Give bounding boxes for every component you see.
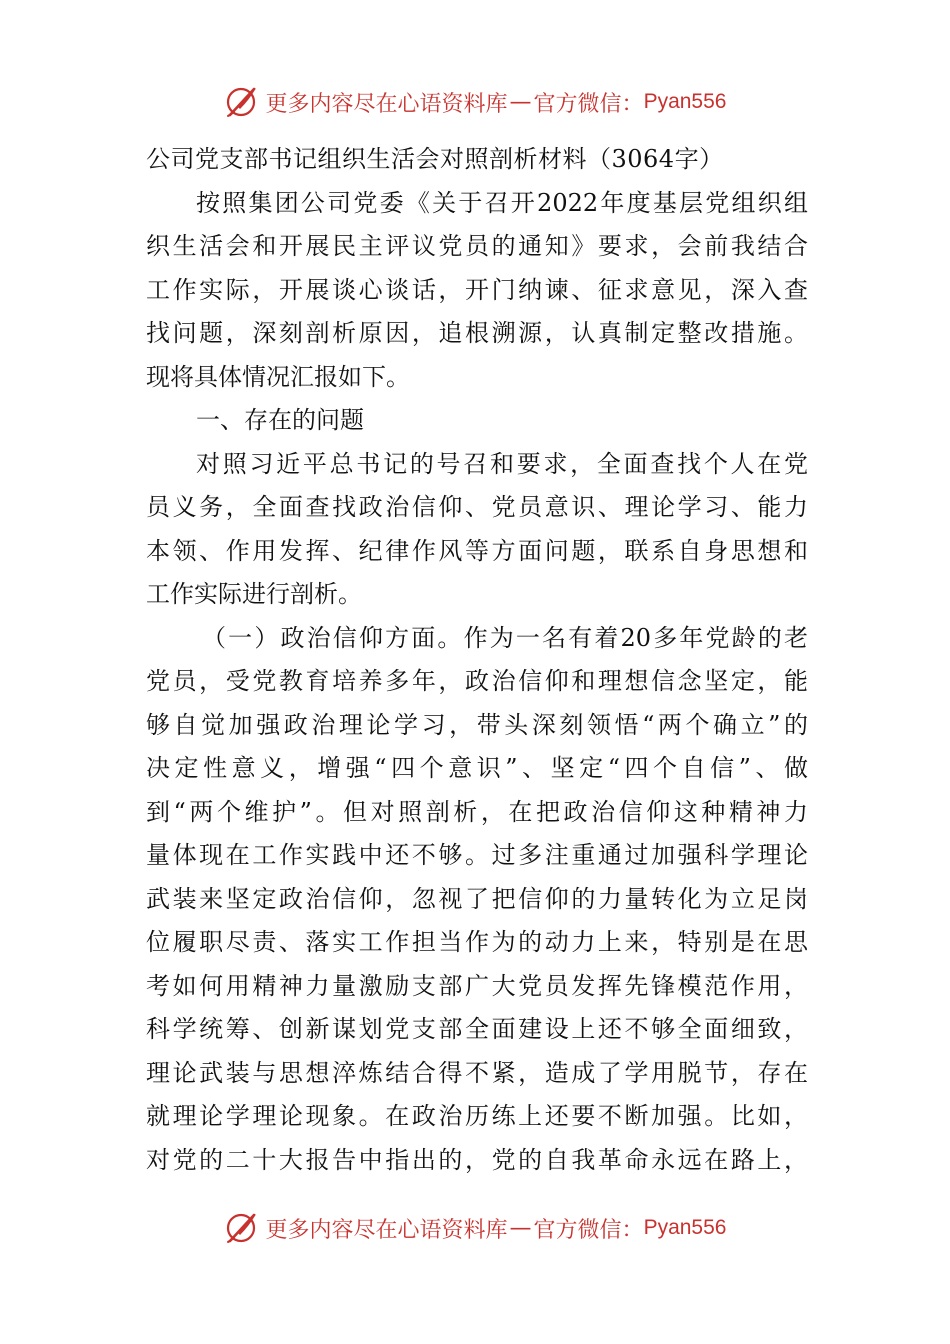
- paragraph-line: 工作实际，开展谈心谈话，开门纳谏、征求意见，深入查: [146, 275, 808, 304]
- watermark-separator: —: [509, 89, 532, 115]
- paragraph-line: 党员，受党教育培养多年，政治信仰和理想信念坚定，能: [146, 667, 808, 695]
- header-watermark: [0, 82, 950, 122]
- watermark-site-text: 更多内容尽在心语资料库: [265, 91, 508, 117]
- paragraph-line: 科学统筹、创新谋划党支部全面建设上还不够全面细致，: [146, 1015, 808, 1043]
- watermark-contact-label: 官方微信：: [533, 91, 644, 117]
- paragraph-political-belief: [146, 617, 808, 1183]
- watermark-contact-label: 官方微信：: [533, 1217, 644, 1243]
- paragraph-line: 考如何用精神力量激励支部广大党员发挥先锋模范作用，: [146, 971, 808, 1000]
- paragraph-line: 对党的二十大报告中指出的，党的自我革命永远在路上，: [146, 1145, 808, 1174]
- paragraph-line: 够自觉加强政治理论学习，带头深刻领悟“两个确立”的: [146, 710, 808, 739]
- paragraph-line: 现将具体情况汇报如下。: [146, 362, 410, 391]
- watermark-site-text: 更多内容尽在心语资料库: [265, 1217, 508, 1243]
- watermark-contact-id: Pyan556: [643, 90, 727, 113]
- section-heading: [146, 399, 808, 443]
- watermark-separator: —: [509, 1215, 532, 1241]
- paragraph-intro: [146, 182, 808, 400]
- footer-watermark: [0, 1208, 950, 1248]
- paragraph-line: 决定性意义，增强“四个意识”、坚定“四个自信”、做: [146, 754, 808, 782]
- watermark-contact-id: Pyan556: [643, 1216, 727, 1239]
- paragraph-line: 到“两个维护”。但对照剖析，在把政治信仰这种精神力: [146, 797, 808, 826]
- document-body: [146, 138, 808, 1182]
- paragraph-overview: [146, 443, 808, 617]
- section-heading-text: 一、存在的问题: [196, 406, 364, 434]
- quill-logo-icon: [224, 1211, 260, 1245]
- paragraph-line: 对照习近平总书记的号召和要求，全面查找个人在党: [196, 449, 808, 478]
- paragraph-line: 武装来坚定政治信仰，忽视了把信仰的力量转化为立足岗: [146, 884, 808, 913]
- paragraph-line: 理论武装与思想淬炼结合得不紧，造成了学用脱节，存在: [146, 1058, 808, 1087]
- paragraph-line: 织生活会和开展民主评议党员的通知》要求，会前我结合: [146, 232, 808, 260]
- paragraph-line: 找问题，深刻剖析原因，追根溯源，认真制定整改措施。: [146, 319, 808, 347]
- document-title: 公司党支部书记组织生活会对照剖析材料（3064字）: [146, 145, 724, 173]
- paragraph-line: 位履职尽责、落实工作担当作为的动力上来，特别是在思: [146, 928, 808, 956]
- paragraph-line: 本领、作用发挥、纪律作风等方面问题，联系自身思想和: [146, 536, 808, 565]
- paragraph-line: （一）政治信仰方面。作为一名有着20多年党龄的老: [202, 623, 808, 652]
- paragraph-line: 员义务，全面查找政治信仰、党员意识、理论学习、能力: [146, 493, 808, 521]
- paragraph-line: 量体现在工作实践中还不够。过多注重通过加强科学理论: [146, 841, 808, 869]
- paragraph-line: 按照集团公司党委《关于召开2022年度基层党组织组: [196, 188, 808, 217]
- paragraph-line: 工作实际进行剖析。: [146, 580, 362, 608]
- paragraph-line: 就理论学理论现象。在政治历练上还要不断加强。比如，: [146, 1102, 808, 1130]
- quill-logo-icon: [224, 85, 260, 119]
